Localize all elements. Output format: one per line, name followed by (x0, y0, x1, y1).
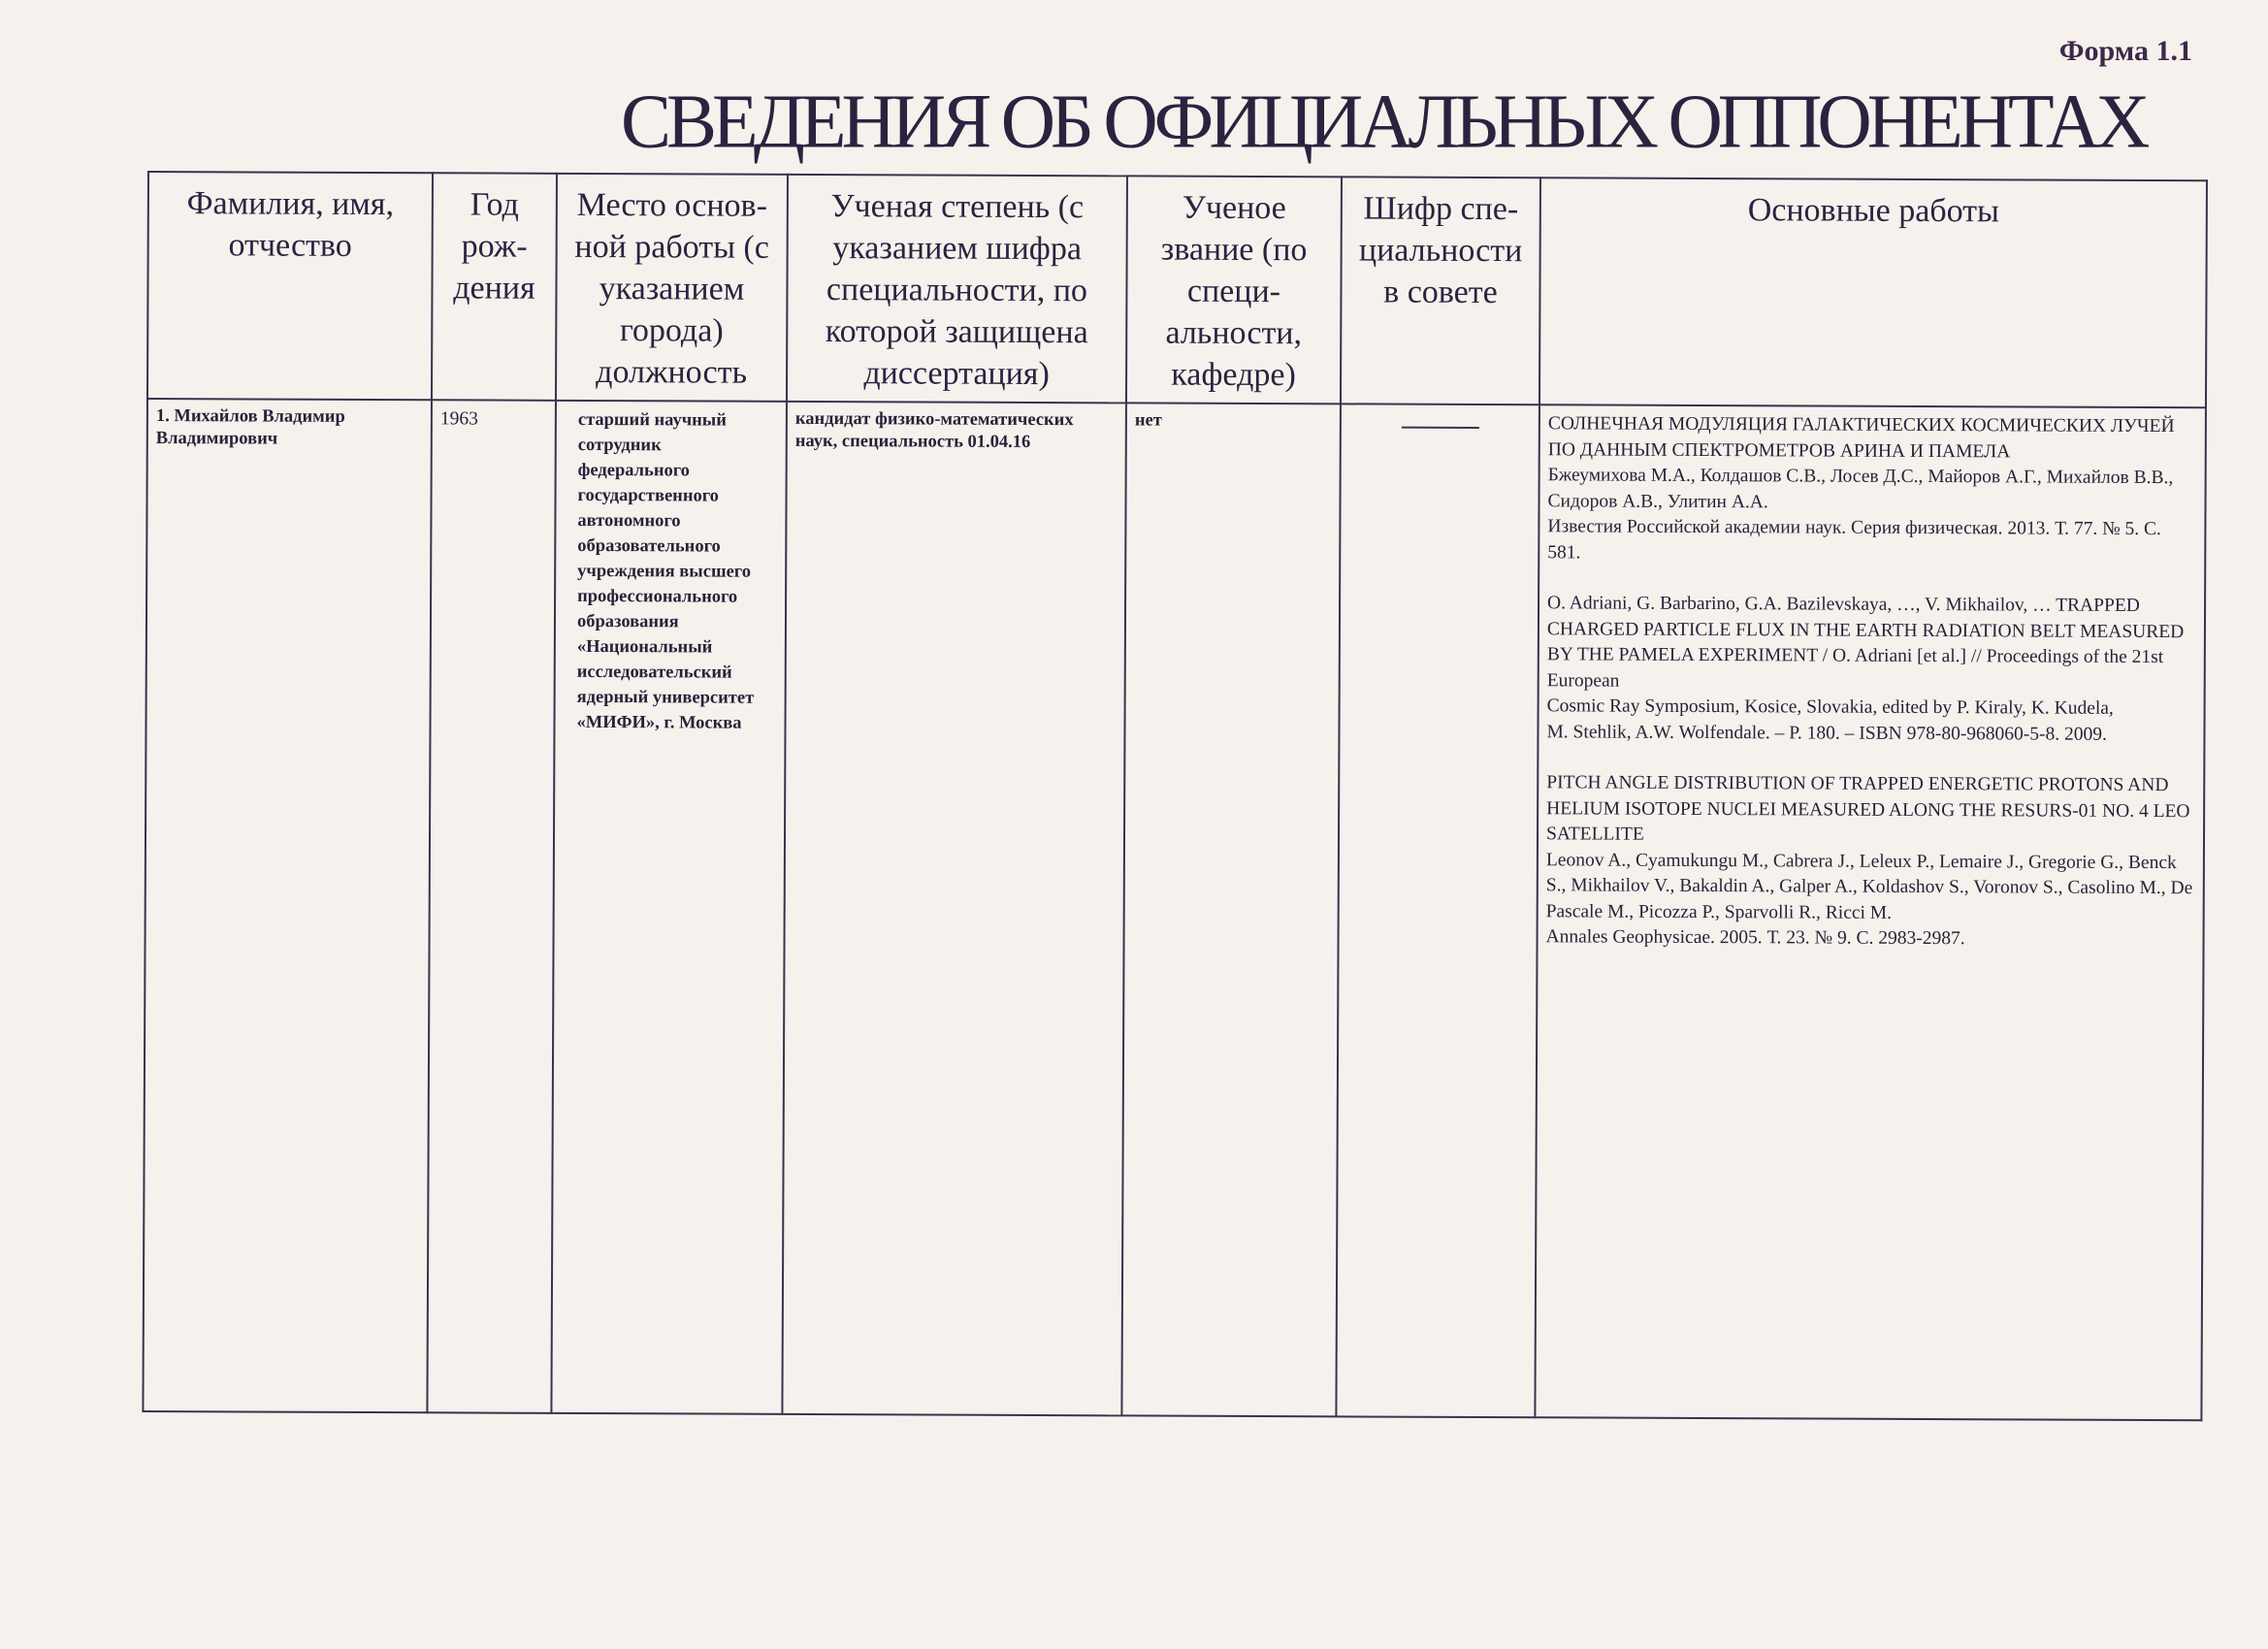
col-header-works: Основные работы (1539, 178, 2207, 407)
cell-rank: нет (1121, 403, 1341, 1416)
cell-workplace: старший научный сотрудник федерального государственного автономного образовательного учреждения высшего профессионального образования «Национальный исследовательский ядерный университет «МИФИ», г. Москва (551, 401, 787, 1414)
form-label: Форма 1.1 (2058, 35, 2192, 67)
work-source: M. Stehlik, A.W. Wolfendale. – P. 180. – ISBN 978-80-968060-5-8. 2009. (1546, 721, 2107, 745)
spacer (1547, 566, 2196, 594)
cell-degree: кандидат физико-математических наук, специальность 01.04.16 (782, 402, 1126, 1416)
work-item (1546, 770, 2196, 953)
col-header-name: Фамилия, имя, отчество (147, 172, 433, 400)
col-header-birth-year: Год рож-дения (432, 173, 557, 401)
col-header-degree: Ученая степень (с указанием шифра специальности, по которой защищена диссертация) (787, 175, 1127, 404)
col-header-rank: Ученое звание (по специ-альности, кафедре) (1126, 176, 1342, 404)
page-title: СВЕДЕНИЯ ОБ ОФИЦИАЛЬНЫХ ОППОНЕНТАХ (621, 78, 2146, 164)
col-header-workplace: Место основ-ной работы (с указанием города) должность (556, 174, 788, 402)
cell-works (1535, 404, 2206, 1420)
cell-council-code (1336, 404, 1539, 1417)
work-authors: Leonov A., Cyamukungu M., Cabrera J., Leleux P., Lemaire J., Gregorie G., Benck S., Mikhailov V., Bakaldin A., Galper A., Koldashov S., Voronov S., Casolino M., De Pascale M., Picozza P., Sparvolli R., Ricci M. (1545, 849, 2193, 923)
cell-name: 1. Михайлов Владимир Владимирович (143, 399, 432, 1412)
work-title: PITCH ANGLE DISTRIBUTION OF TRAPPED ENERGETIC PROTONS AND HELIUM ISOTOPE NUCLEI MEASURED ALONG THE RESURS-01 NO. 4 LEO SATELLITE (1545, 772, 2190, 845)
work-item (1546, 591, 2196, 748)
work-item (1547, 411, 2197, 568)
work-title: СОЛНЕЧНАЯ МОДУЛЯЦИЯ ГАЛАКТИЧЕСКИХ КОСМИЧЕСКИХ ЛУЧЕЙ ПО ДАННЫМ СПЕКТРОМЕТРОВ АРИНА И ПАМЕЛА (1547, 413, 2175, 462)
work-source: Annales Geophysicae. 2005. Т. 23. № 9. С. 2983-2987. (1545, 926, 1965, 950)
opponents-table-wrapper (142, 171, 2206, 1421)
opponents-table (142, 171, 2208, 1421)
table-row (143, 399, 2206, 1420)
work-source: Известия Российской академии наук. Серия физическая. 2013. Т. 77. № 5. С. 581. (1547, 516, 2161, 563)
spacer (1546, 745, 2195, 773)
work-title: O. Adriani, G. Barbarino, G.A. Bazilevskaya, …, V. Mikhailov, … TRAPPED CHARGED PARTICLE FLUX IN THE EARTH RADIATION BELT MEASURED BY THE PAMELA EXPERIMENT / O. Adriani [et al.] // Proceedings of the 21st European (1546, 593, 2185, 692)
cell-birth-year: 1963 (427, 400, 556, 1413)
header-row (147, 172, 2207, 407)
dash-mark (1401, 427, 1478, 429)
work-authors: Cosmic Ray Symposium, Kosice, Slovakia, edited by P. Kiraly, K. Kudela, (1546, 695, 2114, 719)
work-authors: Бжеумихова М.А., Колдашов С.В., Лосев Д.С., Майоров А.Г., Михайлов В.В., Сидоров А.В., Улитин А.А. (1547, 465, 2174, 512)
col-header-council-code: Шифр спе-циальности в совете (1341, 177, 1540, 404)
